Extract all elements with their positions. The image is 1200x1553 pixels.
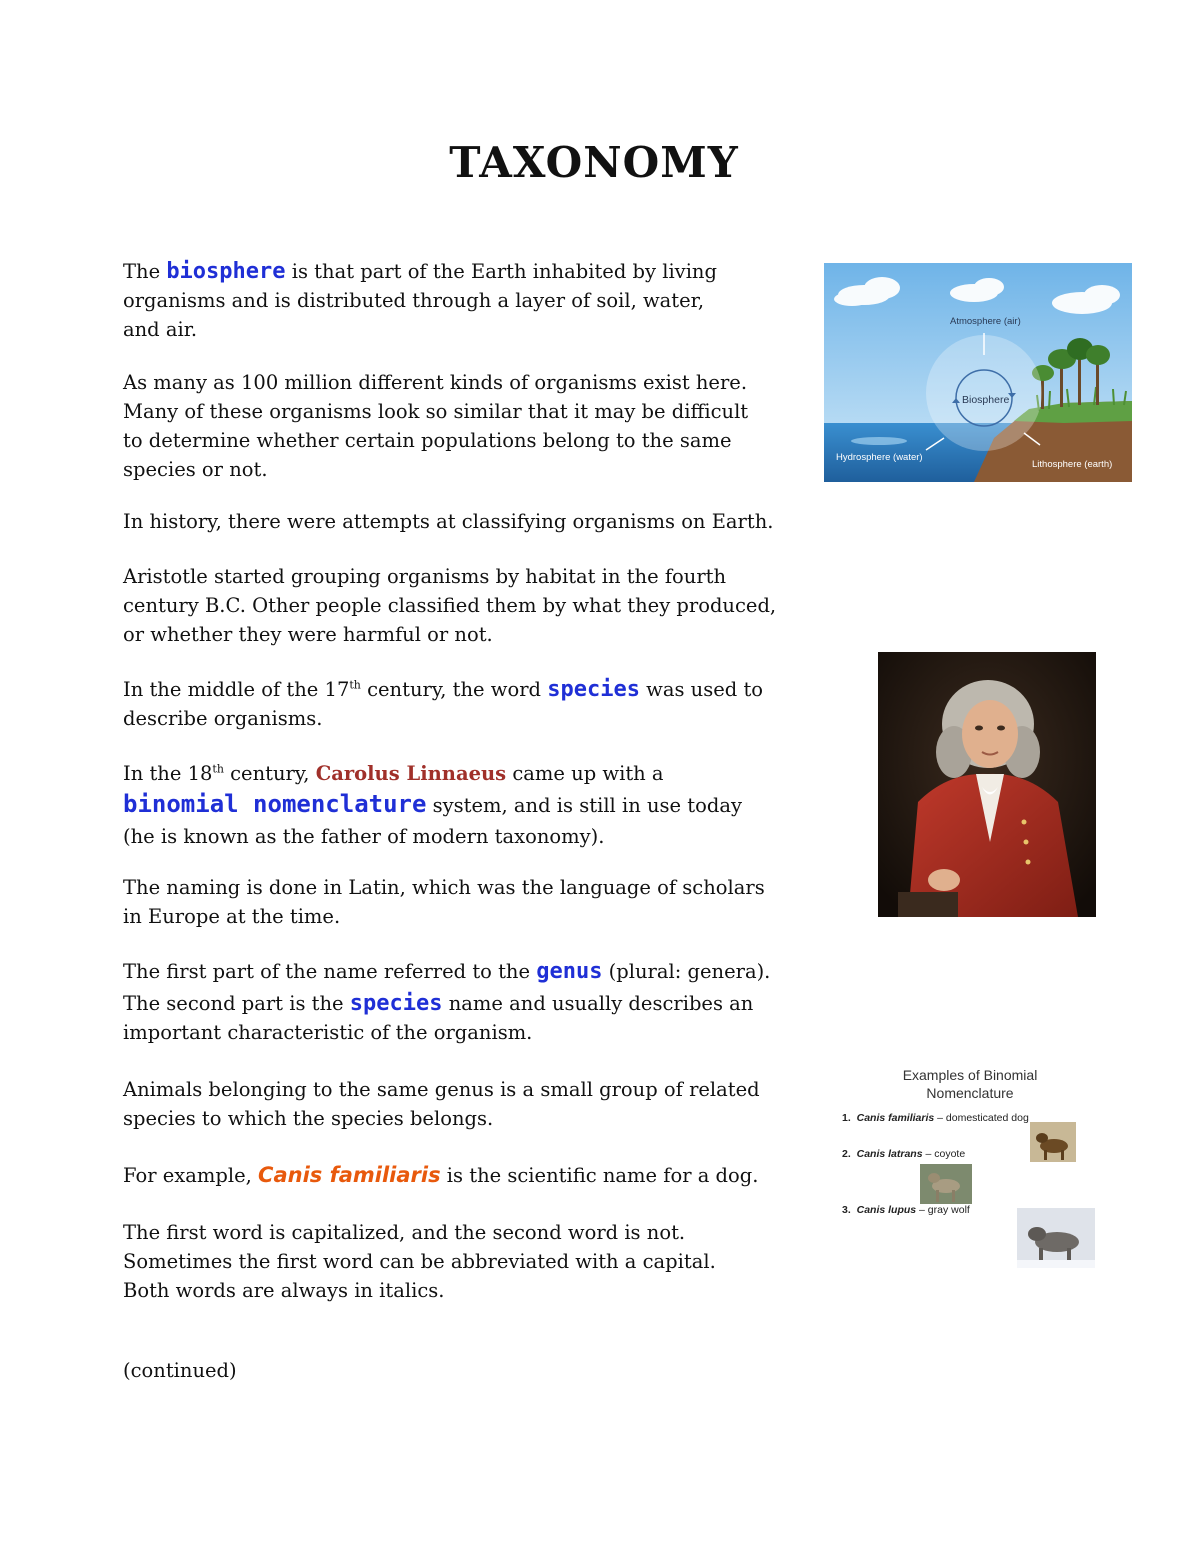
keyword-genus: genus bbox=[536, 959, 603, 984]
coyote-photo bbox=[920, 1164, 972, 1204]
text: In the middle of the 17 bbox=[123, 678, 350, 701]
text-line: organisms and is distributed through a layer of soil, water, bbox=[123, 289, 705, 312]
keyword-binomial-nomenclature: binomial nomenclature bbox=[123, 790, 427, 818]
text-line: (continued) bbox=[123, 1359, 237, 1382]
text-line: The first word is capitalized, and the second word is not. bbox=[123, 1221, 686, 1244]
superscript: th bbox=[349, 678, 361, 692]
common-name: – coyote bbox=[922, 1148, 966, 1160]
text-line: (he is known as the father of modern taxonomy). bbox=[123, 825, 605, 848]
text-line: As many as 100 million different kinds of organisms exist here. bbox=[123, 371, 748, 394]
item-number: 1. bbox=[842, 1112, 851, 1124]
label-biosphere: Biosphere bbox=[962, 394, 1010, 406]
item-number: 2. bbox=[842, 1148, 851, 1160]
text: The first part of the name referred to the bbox=[123, 960, 537, 983]
text-line: important characteristic of the organism. bbox=[123, 1021, 533, 1044]
paragraph-latin bbox=[123, 873, 803, 931]
text-line: The naming is done in Latin, which was the language of scholars bbox=[123, 876, 765, 899]
text-line: species to which the species belongs. bbox=[123, 1107, 494, 1130]
paragraph-aristotle bbox=[123, 562, 803, 649]
name-canis-familiaris: Canis familiaris bbox=[258, 1163, 441, 1187]
common-name: – gray wolf bbox=[916, 1204, 970, 1216]
text: (plural: genera). bbox=[602, 960, 771, 983]
paragraph-genus bbox=[123, 957, 803, 1047]
text: century, bbox=[223, 762, 316, 785]
keyword-biosphere: biosphere bbox=[166, 259, 286, 284]
continued-note bbox=[123, 1356, 803, 1385]
scientific-name: Canis latrans bbox=[856, 1148, 923, 1160]
name-carolus-linnaeus: Carolus Linnaeus bbox=[315, 762, 507, 785]
binomial-figure-title bbox=[830, 1066, 1110, 1102]
example-row-dog bbox=[842, 1112, 1029, 1124]
biosphere-diagram bbox=[824, 263, 1132, 482]
wolf-photo bbox=[1017, 1208, 1095, 1268]
text-line: describe organisms. bbox=[123, 707, 323, 730]
common-name: – domesticated dog bbox=[934, 1112, 1029, 1124]
keyword-species-2: species bbox=[349, 991, 443, 1016]
item-number: 3. bbox=[842, 1204, 851, 1216]
text-line: century B.C. Other people classified them by what they produced, bbox=[123, 594, 777, 617]
binomial-examples-figure bbox=[830, 1064, 1110, 1284]
text-line: Many of these organisms look so similar that it may be difficult bbox=[123, 400, 749, 423]
text-line: and air. bbox=[123, 318, 198, 341]
paragraph-example bbox=[123, 1161, 803, 1190]
text: The bbox=[123, 260, 167, 283]
dog-photo bbox=[1030, 1122, 1076, 1162]
title-line: Examples of Binomial bbox=[902, 1067, 1038, 1083]
text: In the 18 bbox=[123, 762, 213, 785]
example-row-coyote bbox=[842, 1148, 965, 1160]
paragraph-rules bbox=[123, 1218, 803, 1305]
text-line: Both words are always in italics. bbox=[123, 1279, 445, 1302]
text: The second part is the bbox=[123, 992, 350, 1015]
scientific-name: Canis lupus bbox=[856, 1204, 917, 1216]
text: name and usually describes an bbox=[442, 992, 754, 1015]
page-title: TAXONOMY bbox=[449, 138, 739, 187]
text: came up with a bbox=[506, 762, 664, 785]
paragraph-biosphere bbox=[123, 257, 803, 344]
label-hydrosphere: Hydrosphere (water) bbox=[836, 452, 923, 463]
superscript: th bbox=[212, 762, 224, 776]
label-atmosphere: Atmosphere (air) bbox=[950, 316, 1021, 327]
text-line: Animals belonging to the same genus is a small group of related bbox=[123, 1078, 760, 1101]
scientific-name: Canis familiaris bbox=[856, 1112, 935, 1124]
linnaeus-portrait bbox=[878, 652, 1096, 917]
example-row-wolf bbox=[842, 1204, 970, 1216]
text-line: In history, there were attempts at classifying organisms on Earth. bbox=[123, 510, 774, 533]
text-line: Aristotle started grouping organisms by habitat in the fourth bbox=[123, 565, 727, 588]
text-line: species or not. bbox=[123, 458, 268, 481]
text: was used to bbox=[639, 678, 764, 701]
keyword-species: species bbox=[547, 677, 640, 702]
paragraph-organisms bbox=[123, 368, 803, 484]
paragraph-genus-group bbox=[123, 1075, 803, 1133]
text: century, the word bbox=[360, 678, 548, 701]
text-line: Sometimes the first word can be abbreviated with a capital. bbox=[123, 1250, 716, 1273]
text: is that part of the Earth inhabited by living bbox=[285, 260, 717, 283]
text-line: to determine whether certain populations belong to the same bbox=[123, 429, 732, 452]
paragraph-species bbox=[123, 675, 803, 733]
label-lithosphere: Lithosphere (earth) bbox=[1032, 459, 1113, 470]
title-line: Nomenclature bbox=[926, 1085, 1014, 1101]
text-line: or whether they were harmful or not. bbox=[123, 623, 493, 646]
text: For example, bbox=[123, 1164, 259, 1187]
text: is the scientific name for a dog. bbox=[440, 1164, 759, 1187]
text: system, and is still in use today bbox=[426, 794, 742, 817]
paragraph-linnaeus bbox=[123, 759, 803, 851]
text-line: in Europe at the time. bbox=[123, 905, 341, 928]
paragraph-history bbox=[123, 507, 803, 536]
